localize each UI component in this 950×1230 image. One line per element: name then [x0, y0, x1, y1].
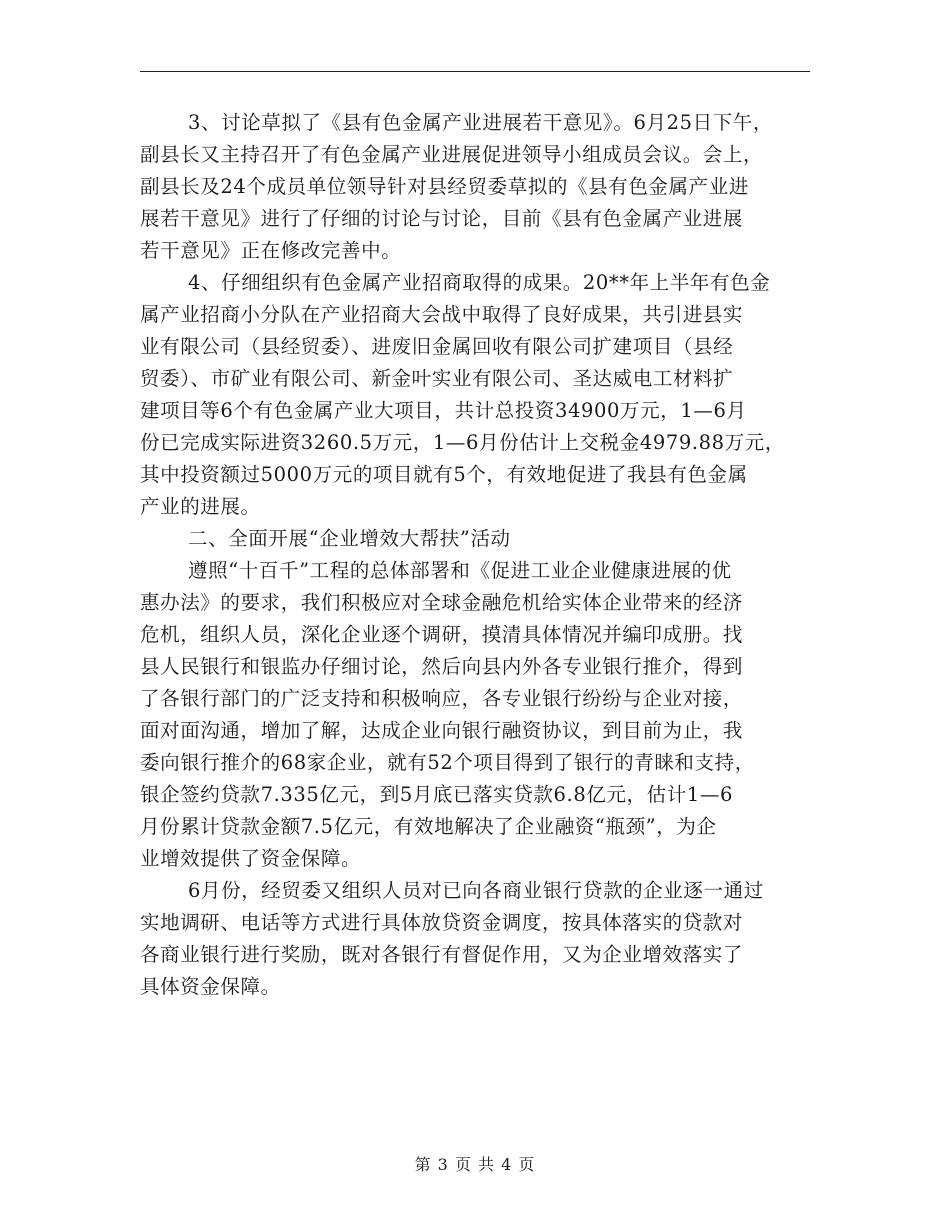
- text-line: 产业的进展。: [140, 495, 261, 518]
- text-line: 二、全面开展“企业增效大帮扶”活动: [188, 527, 511, 550]
- text-line: 其中投资额过5000万元的项目就有5个，有效地促进了我县有色金属: [140, 463, 748, 486]
- page-number: 第 3 页 共 4 页: [414, 1155, 536, 1174]
- text-line: 银企签约贷款7.335亿元，到5月底已落实贷款6.8亿元，估计1—6: [140, 783, 733, 806]
- text-line: 各商业银行进行奖励，既对各银行有督促作用，又为企业增效落实了: [140, 943, 744, 966]
- text-line: 份已完成实际进资3260.5万元，1—6月份估计上交税金4979.88万元，: [140, 431, 785, 454]
- text-line: 了各银行部门的广泛支持和积极响应，各专业银行纷纷与企业对接，: [140, 687, 744, 710]
- text-line: 业有限公司（县经贸委）、进废旧金属回收有限公司扩建项目（县经: [140, 335, 734, 358]
- text-line: 危机，组织人员，深化企业逐个调研，摸清具体情况并编印成册。找: [140, 623, 744, 646]
- text-line: 委向银行推介的68家企业，就有52个项目得到了银行的青睐和支持，: [140, 751, 755, 774]
- text-line: 面对面沟通，增加了解，达成企业向银行融资协议，到目前为止，我: [140, 719, 744, 742]
- body-text: [140, 107, 810, 1003]
- text-line: 6月份，经贸委又组织人员对已向各商业银行贷款的企业逐一通过: [188, 879, 764, 902]
- header-rule: [140, 71, 810, 72]
- text-line: 建项目等6个有色金属产业大项目，共计总投资34900万元，1—6月: [140, 399, 747, 422]
- text-line: 县人民银行和银监办仔细讨论，然后向县内外各专业银行推介，得到: [140, 655, 744, 678]
- text-line: 3、讨论草拟了《县有色金属产业进展若干意见》。6月25日下午，: [188, 111, 773, 134]
- text-line: 副县长又主持召开了有色金属产业进展促进领导小组成员会议。会上，: [140, 143, 764, 166]
- text-line: 展若干意见》进行了仔细的讨论与讨论，目前《县有色金属产业进展: [140, 207, 744, 230]
- text-line: 月份累计贷款金额7.5亿元，有效地解决了企业融资“瓶颈”，为企: [140, 815, 717, 838]
- text-line: 若干意见》正在修改完善中。: [140, 239, 402, 262]
- text-line: 惠办法》的要求，我们积极应对全球金融危机给实体企业带来的经济: [140, 591, 744, 614]
- text-line: 副县长及24个成员单位领导针对县经贸委草拟的《县有色金属产业进: [140, 175, 749, 198]
- text-line: 实地调研、电话等方式进行具体放贷资金调度，按具体落实的贷款对: [140, 911, 744, 934]
- text-line: 遵照“十百千”工程的总体部署和《促进工业企业健康进展的优: [188, 559, 732, 582]
- text-line: 属产业招商小分队在产业招商大会战中取得了良好成果，共引进县实: [140, 303, 744, 326]
- text-line: 具体资金保障。: [140, 975, 281, 998]
- text-line: 贸委）、市矿业有限公司、新金叶实业有限公司、圣达威电工材料扩: [140, 367, 734, 390]
- text-line: 4、仔细组织有色金属产业招商取得的成果。20**年上半年有色金: [188, 271, 771, 294]
- text-line: 业增效提供了资金保障。: [140, 847, 362, 870]
